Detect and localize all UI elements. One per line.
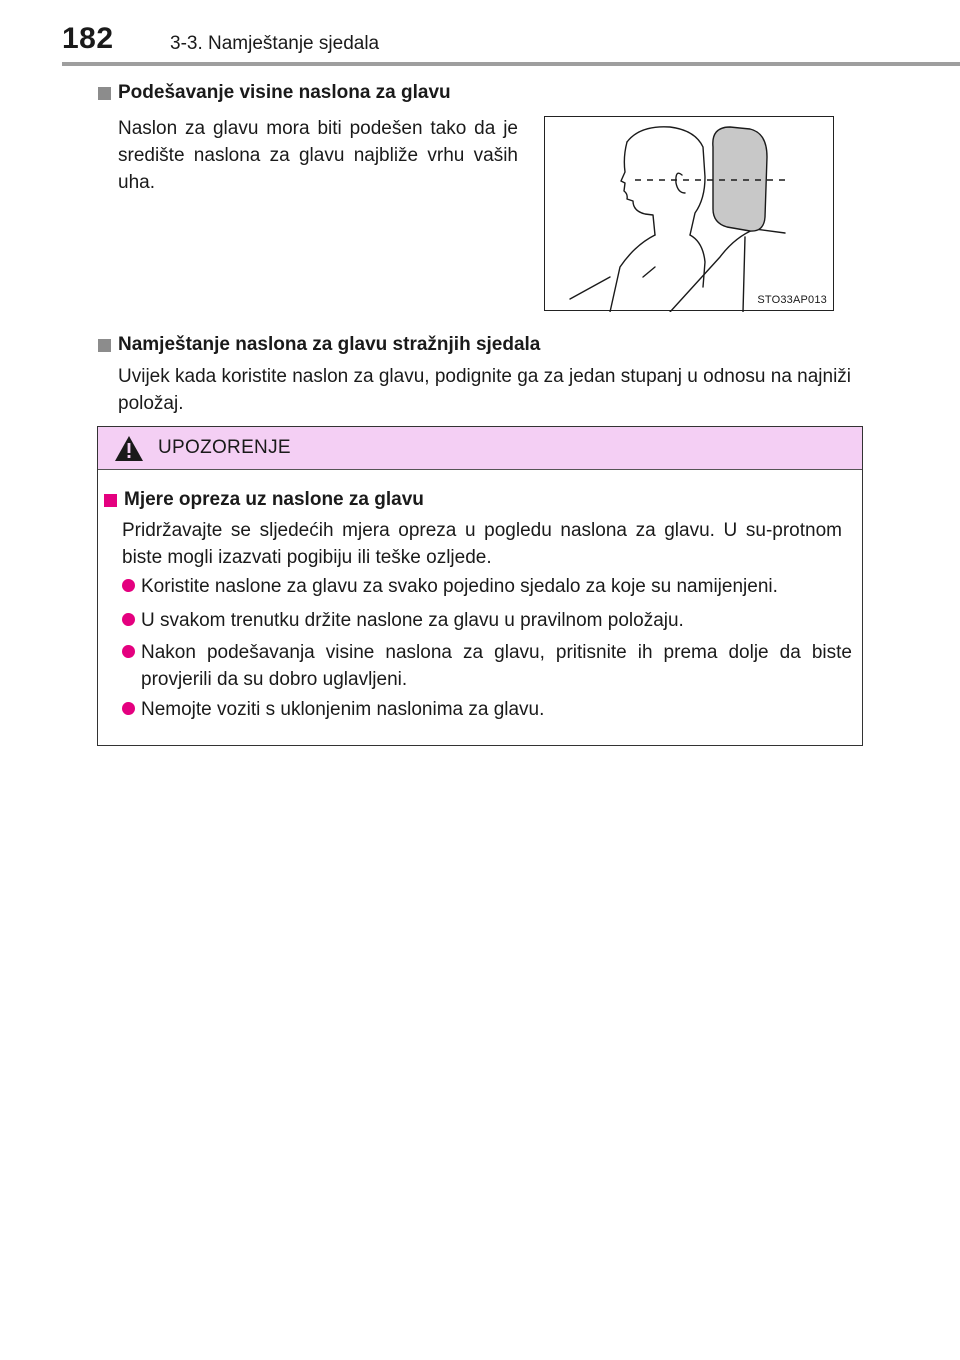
bullet-square-icon: [98, 339, 111, 352]
section-paragraph: Uvijek kada koristite naslon za glavu, podignite ga za jedan stupanj u odnosu na najniži položaj.: [118, 366, 852, 414]
bullet-dot-icon: [122, 579, 135, 592]
warning-bullet: [122, 607, 852, 634]
warning-triangle-icon: [114, 435, 144, 462]
warning-bullet-text: Nakon podešavanja visine naslona za glavu, pritisnite ih prema dolje da biste provjerili da su dobro uglavljeni.: [141, 642, 852, 690]
headrest-illustration: [544, 116, 834, 311]
section-heading-text: Namještanje naslona za glavu stražnjih sjedala: [118, 334, 541, 355]
section-heading-headrest-height: [98, 82, 451, 104]
warning-bullet-text: Nemojte voziti s uklonjenim naslonima za glavu.: [141, 699, 545, 720]
warning-subheading-text: Mjere opreza uz naslone za glavu: [124, 489, 424, 510]
warning-subheading: [104, 489, 424, 511]
chapter-title: 3-3. Namještanje sjedala: [170, 33, 380, 54]
warning-intro: Pridržavajte se sljedećih mjera opreza u pogledu naslona za glavu. U su-protnom biste mogli izazvati pogibiju ili teške ozljede.: [122, 520, 842, 568]
warning-header: [98, 427, 862, 470]
section-heading-rear-headrest: [98, 334, 540, 356]
warning-title: UPOZORENJE: [158, 437, 291, 458]
section-paragraph: Naslon za glavu mora biti podešen tako da je središte naslona za glavu najbliže vrhu vaših uha.: [118, 118, 518, 193]
headrest-drawing: [545, 117, 835, 312]
bullet-dot-icon: [122, 645, 135, 658]
bullet-square-icon: [98, 87, 111, 100]
warning-bullet: [122, 639, 852, 693]
bullet-square-icon: [104, 494, 117, 507]
page-number: 182: [62, 22, 114, 55]
section-heading-text: Podešavanje visine naslona za glavu: [118, 82, 451, 103]
bullet-dot-icon: [122, 702, 135, 715]
warning-box: [97, 426, 863, 746]
page-header: [0, 0, 960, 64]
header-divider: [62, 62, 960, 66]
warning-bullet-text: U svakom trenutku držite naslone za glavu u pravilnom položaju.: [141, 610, 684, 631]
warning-bullet-text: Koristite naslone za glavu za svako pojedino sjedalo za koje su namijenjeni.: [141, 576, 778, 597]
bullet-dot-icon: [122, 613, 135, 626]
warning-bullet: [122, 696, 852, 723]
warning-bullet: [122, 573, 852, 600]
figure-code: STO33AP013: [757, 294, 827, 306]
